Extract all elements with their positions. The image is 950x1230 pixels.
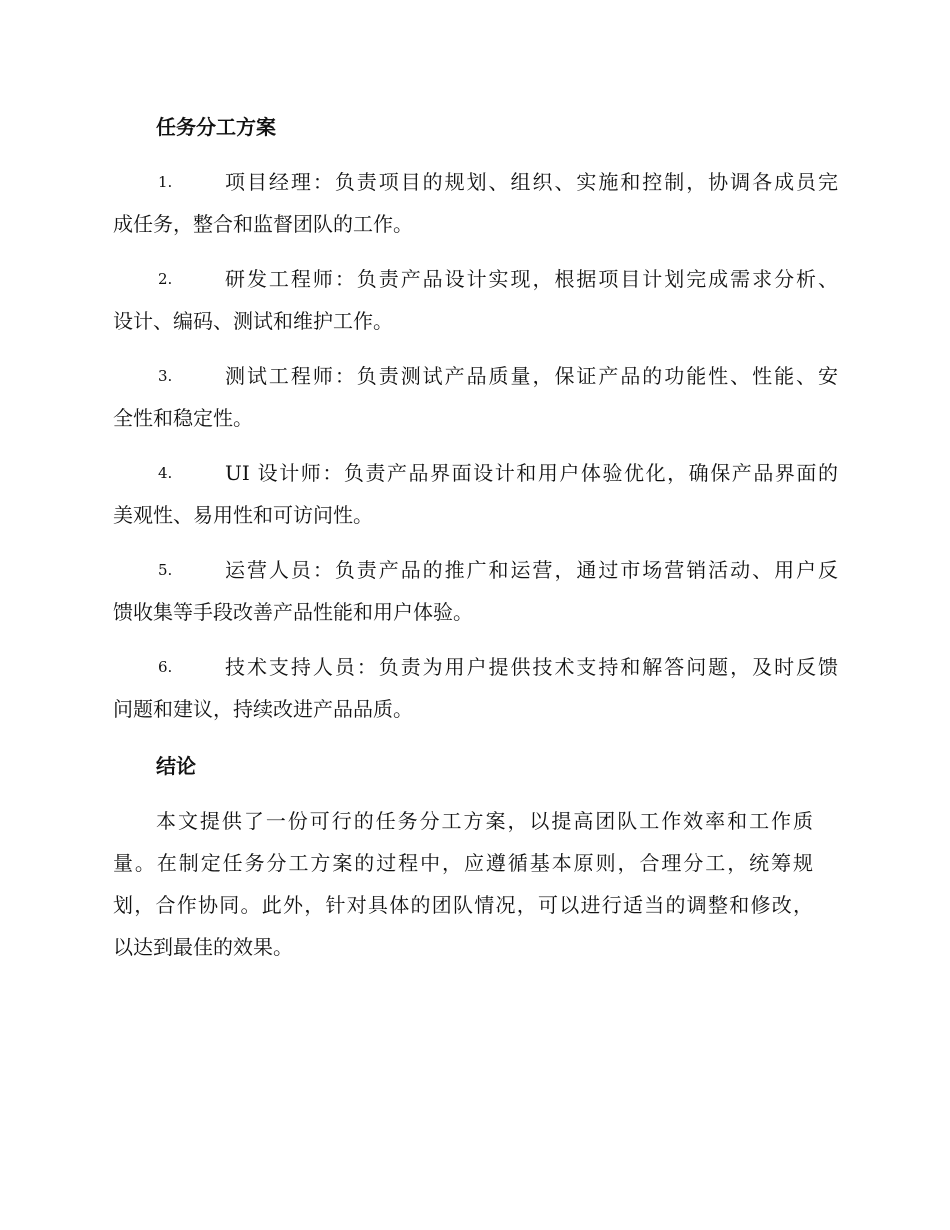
list-item-text-line1: 测试工程师：负责测试产品质量，保证产品的功能性、性能、安 xyxy=(225,364,838,388)
list-item-number: 4. xyxy=(158,464,173,482)
paragraph-line: 本文提供了一份可行的任务分工方案，以提高团队工作效率和工作质 xyxy=(156,809,813,833)
list-item-1 xyxy=(113,161,838,245)
list-item-3 xyxy=(113,355,838,439)
list-item-text-line2: 设计、编码、测试和维护工作。 xyxy=(113,309,393,333)
list-item-text-line1: 研发工程师：负责产品设计实现，根据项目计划完成需求分析、 xyxy=(225,267,838,291)
list-item-6 xyxy=(113,646,838,730)
list-item-text-line1: 运营人员：负责产品的推广和运营，通过市场营销活动、用户反 xyxy=(225,558,838,582)
paragraph-line: 量。在制定任务分工方案的过程中，应遵循基本原则，合理分工，统筹规 xyxy=(113,851,813,875)
list-item-number: 6. xyxy=(158,658,173,676)
list-item-5 xyxy=(113,549,838,633)
list-item-text-line2: 美观性、易用性和可访问性。 xyxy=(113,503,373,527)
list-item-2 xyxy=(113,258,838,342)
list-item-text-line2: 全性和稳定性。 xyxy=(113,406,253,430)
list-item-text-line1: UI 设计师：负责产品界面设计和用户体验优化，确保产品界面的 xyxy=(225,461,838,485)
list-item-number: 3. xyxy=(158,367,173,385)
list-item-number: 5. xyxy=(158,561,173,579)
section-heading-conclusion: 结论 xyxy=(156,754,196,778)
list-item-text-line1: 技术支持人员：负责为用户提供技术支持和解答问题，及时反馈 xyxy=(225,655,838,679)
section-heading-task-plan: 任务分工方案 xyxy=(156,115,276,139)
list-item-text-line2: 成任务，整合和监督团队的工作。 xyxy=(113,212,413,236)
list-item-number: 2. xyxy=(158,270,173,288)
list-item-text-line2: 馈收集等手段改善产品性能和用户体验。 xyxy=(113,600,473,624)
paragraph-line: 以达到最佳的效果。 xyxy=(113,935,293,959)
list-item-text-line2: 问题和建议，持续改进产品品质。 xyxy=(113,697,413,721)
paragraph-line: 划，合作协同。此外，针对具体的团队情况，可以进行适当的调整和修改， xyxy=(113,893,813,917)
conclusion-paragraph xyxy=(113,800,813,968)
list-item-number: 1. xyxy=(158,173,173,191)
list-item-4 xyxy=(113,452,838,536)
list-item-text-line1: 项目经理：负责项目的规划、组织、实施和控制，协调各成员完 xyxy=(225,170,838,194)
